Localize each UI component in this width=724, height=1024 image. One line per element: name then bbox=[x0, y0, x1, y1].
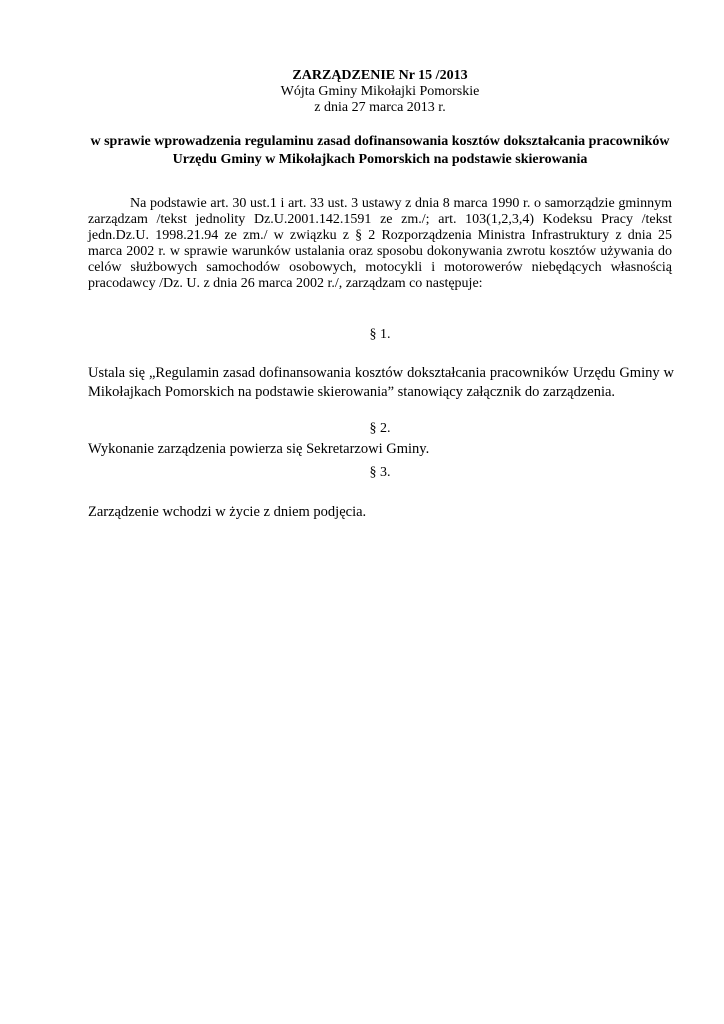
section-1-text: Ustala się „Regulamin zasad dofinansowania kosztów dokształcania pracowników Urzędu Gminy w Mikołajkach Pomorskich na podstawie skierowania” stanowiący załącznik do zarządzenia. bbox=[88, 365, 674, 400]
section-2-text: Wykonanie zarządzenia powierza się Sekretarzowi Gminy. bbox=[88, 441, 430, 457]
section-1-mark: § 1. bbox=[369, 327, 391, 342]
section-3-text: Zarządzenie wchodzi w życie z dniem podjęcia. bbox=[88, 504, 367, 520]
document-preamble: Na podstawie art. 30 ust.1 i art. 33 ust. 3 ustawy z dnia 8 marca 1990 r. o samorządzie gminnym zarządzam /tekst jednolity Dz.U.2001.142.1591 ze zm./; art. 103(1,2,3,4) Kodeksu Pracy /tekst jedn.Dz.U. 1998.21.94 ze zm./ w związku z § 2 Rozporządzenia Ministra Infrastruktury z dnia 25 marca 2002 r. w sprawie warunków ustalania oraz sposobu dokonywania zwrotu kosztów używania do celów służbowych samochodów osobowych, motocykli i motorowerów niebędących własnością pracodawcy /Dz. U. z dnia 26 marca 2002 r./, zarządzam co następuje: bbox=[88, 196, 672, 291]
document-issuer: Wójta Gminy Mikołajki Pomorskie bbox=[280, 84, 480, 99]
subject-line-2: Urzędu Gminy w Mikołajkach Pomorskich na podstawie skierowania bbox=[172, 152, 588, 167]
document-header bbox=[0, 68, 724, 116]
subject-line-1: w sprawie wprowadzenia regulaminu zasad dofinansowania kosztów dokształcania pracowników bbox=[90, 134, 670, 149]
document-subject bbox=[80, 133, 680, 169]
document-date: z dnia 27 marca 2013 r. bbox=[314, 100, 446, 115]
section-2-mark: § 2. bbox=[369, 421, 391, 436]
document-title: ZARZĄDZENIE Nr 15 /2013 bbox=[292, 68, 468, 83]
section-3-mark: § 3. bbox=[369, 465, 391, 480]
